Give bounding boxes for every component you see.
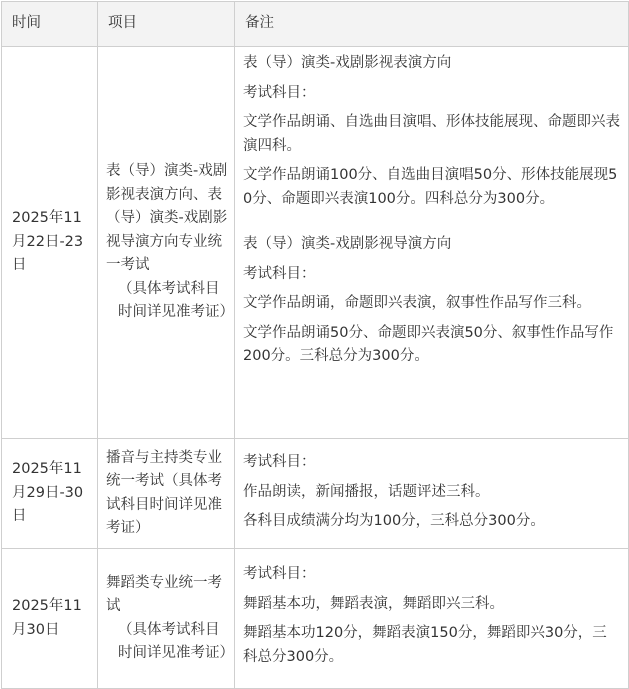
subjects-label: 考试科目： [243,566,316,582]
subjects-list: 文学作品朗诵，命题即兴表演，叙事性作品写作三科。 [243,295,591,311]
row-note [235,47,629,439]
table-header-row [2,2,629,47]
header-time: 时间 [2,2,98,47]
row-item [98,47,235,439]
subjects-list: 舞蹈基本功，舞蹈表演，舞蹈即兴三科。 [243,595,504,612]
item-note: （具体考试科目时间详见准考证） [118,621,234,661]
header-note: 备注 [235,2,629,47]
row-date: 2025年11月29日-30日 [2,439,98,549]
row-date: 2025年11月22日-23日 [2,47,98,439]
section-title: 表（导）演类-戏剧影视导演方向 [243,236,452,252]
header-item: 项目 [98,2,235,47]
scores-text: 文学作品朗诵100分、自选曲目演唱50分、形体技能展现50分、命题即兴表演100分。四科总分为300分。 [243,167,618,207]
table-row [2,439,629,549]
subjects-list: 作品朗读，新闻播报，话题评述三科。 [243,483,490,500]
subjects-label: 考试科目： [243,84,316,101]
row-date: 2025年11月30日 [2,549,98,689]
exam-schedule-table [1,1,629,689]
scores-text: 舞蹈基本功120分，舞蹈表演150分，舞蹈即兴30分，三科总分300分。 [243,625,607,665]
subjects-label: 考试科目： [243,265,316,282]
table-row [2,47,629,439]
item-title: 舞蹈类专业统一考试 [106,574,222,614]
subjects-list: 文学作品朗诵、自选曲目演唱、形体技能展现、命题即兴表演四科。 [243,114,620,154]
scores-text: 各科目成绩满分均为100分，三科总分300分。 [243,513,545,529]
subjects-label: 考试科目： [243,454,316,470]
item-title: 表（导）演类-戏剧影视表演方向、表（导）演类-戏剧影视导演方向专业统一考试 [106,163,228,274]
row-item: 播音与主持类专业统一考试（具体考试科目时间详见准考证） [98,439,235,549]
row-note [235,549,629,689]
row-note [235,439,629,549]
table-row [2,549,629,689]
row-item [98,549,235,689]
section-title: 表（导）演类-戏剧影视表演方向 [243,55,452,71]
scores-text: 文学作品朗诵50分、命题即兴表演50分、叙事性作品写作200分。三科总分为300分。 [243,324,614,364]
item-note: （具体考试科目时间详见准考证） [118,280,234,321]
